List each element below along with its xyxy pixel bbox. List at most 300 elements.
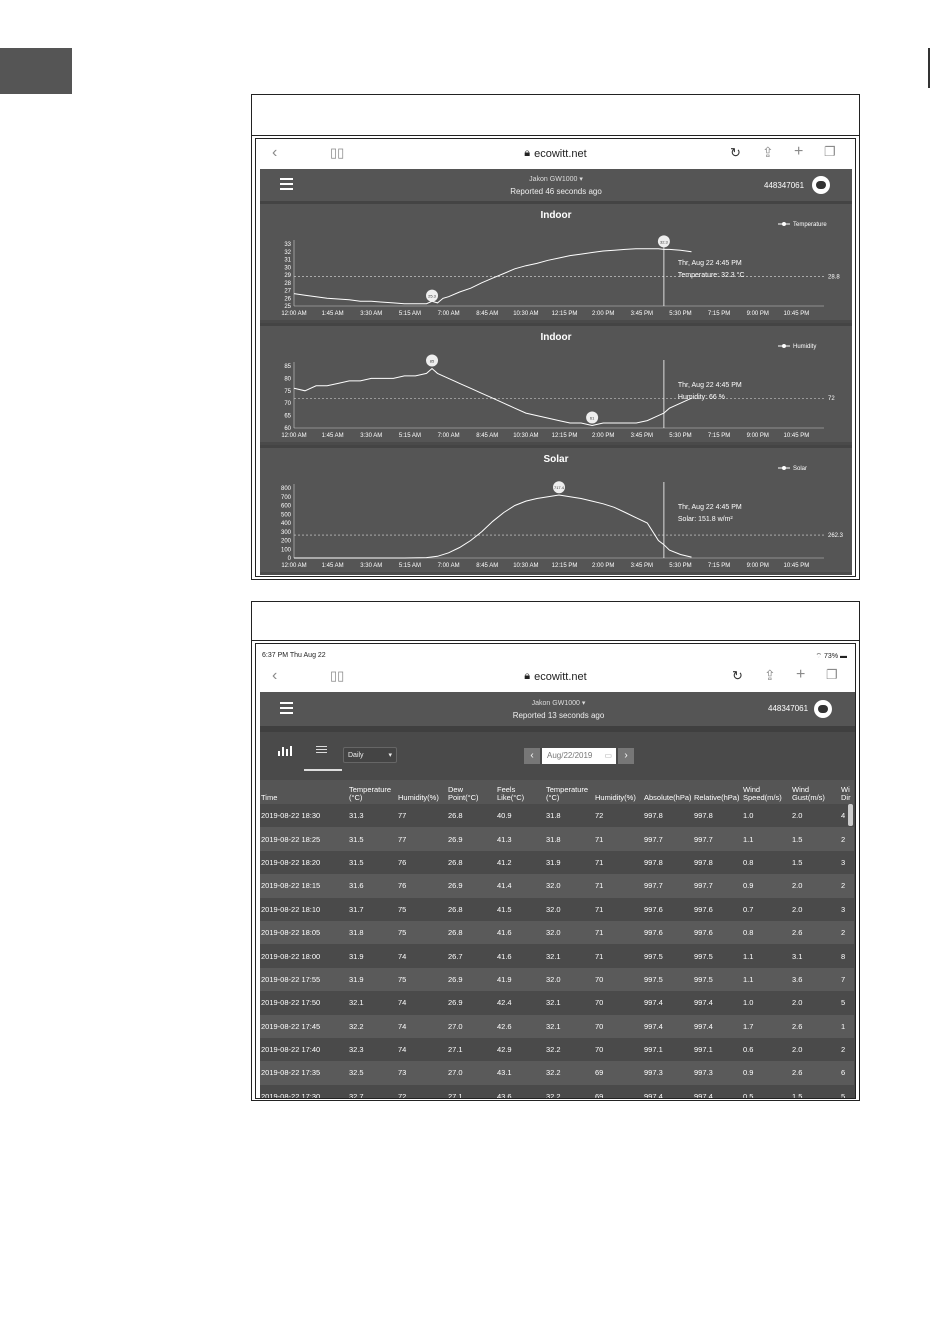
table-cell: 1.7 (742, 1015, 791, 1038)
app-header (260, 692, 856, 726)
y-tick-label: 28 (284, 280, 291, 287)
battery-status: ⌔ 73% ▬ (815, 653, 847, 660)
table-cell: 26.8 (447, 898, 496, 921)
table-cell: 72 (397, 1085, 447, 1099)
x-tick-label: 7:00 AM (437, 563, 460, 569)
table-cell: 32.1 (545, 944, 594, 967)
x-tick-label: 5:30 PM (669, 433, 692, 439)
avatar[interactable] (812, 176, 830, 194)
table-cell: 26.7 (447, 944, 496, 967)
table-cell: 3 (840, 898, 854, 921)
table-cell: 31.9 (348, 968, 397, 991)
marker-label: 85 (429, 358, 435, 364)
bookmarks-icon[interactable]: ▯▯ (330, 145, 345, 160)
tooltip-time: Thr, Aug 22 4:45 PM (677, 382, 742, 389)
x-tick-label: 5:15 AM (398, 311, 421, 317)
new-tab-icon[interactable]: + (796, 666, 806, 683)
table-cell: 2.0 (791, 804, 840, 827)
series-line (294, 249, 692, 304)
legend-marker (782, 344, 786, 348)
x-tick-label: 12:15 PM (551, 563, 578, 569)
table-row[interactable] (260, 874, 854, 897)
table-cell: 70 (594, 968, 643, 991)
table-cell: 997.7 (643, 874, 693, 897)
table-cell: 997.6 (643, 921, 693, 944)
figure-frame-charts (251, 94, 860, 580)
y-tick-label: 26 (284, 296, 291, 303)
table-cell: 2019-08-22 17:40 (260, 1038, 348, 1061)
column-header: Temperature (°C) (348, 780, 397, 804)
x-tick-label: 3:45 PM (630, 433, 653, 439)
table-cell: 0.7 (742, 898, 791, 921)
column-header: Wi Dir (840, 780, 854, 804)
reference-value: 72 (828, 396, 835, 403)
table-row[interactable] (260, 991, 854, 1014)
table-cell: 997.3 (693, 1061, 742, 1084)
legend-marker (782, 222, 786, 226)
y-tick-label: 700 (280, 494, 291, 501)
tooltip-value: Solar: 151.8 w/m² (677, 516, 733, 523)
table-cell: 7 (840, 968, 854, 991)
table-cell: 0.6 (742, 1038, 791, 1061)
chart-title: Indoor (540, 332, 572, 343)
table-row[interactable] (260, 898, 854, 921)
marker-label: 25.3 (428, 293, 436, 299)
history-table (260, 780, 854, 1099)
table-cell: 72 (594, 804, 643, 827)
table-cell: 32.5 (348, 1061, 397, 1084)
y-tick-label: 60 (284, 426, 291, 432)
marker-label: 61 (589, 415, 595, 421)
table-cell: 2019-08-22 18:00 (260, 944, 348, 967)
share-icon[interactable]: ⇪ (764, 667, 776, 683)
y-tick-label: 25 (284, 304, 291, 310)
table-cell: 0.9 (742, 1061, 791, 1084)
table-cell: 43.1 (496, 1061, 545, 1084)
x-tick-label: 9:00 PM (746, 563, 769, 569)
y-tick-label: 65 (284, 413, 291, 420)
table-row[interactable] (260, 1038, 854, 1061)
figure-header-bar (252, 95, 859, 136)
next-date-button[interactable]: › (618, 748, 634, 764)
history-table-wrap (260, 780, 856, 1099)
x-tick-label: 7:15 PM (707, 311, 731, 317)
chart-title: Solar (543, 454, 569, 465)
table-cell: 32.2 (545, 1085, 594, 1099)
user-id: 448347061 (768, 704, 809, 713)
table-row[interactable] (260, 851, 854, 874)
page-edge-rule (928, 48, 930, 88)
date-input[interactable]: Aug/22/2019 ▭ (542, 748, 616, 764)
x-tick-label: 2:00 PM (591, 311, 615, 317)
x-tick-label: 12:00 AM (281, 433, 307, 439)
x-tick-label: 12:15 PM (551, 433, 578, 439)
table-cell: 2019-08-22 18:25 (260, 827, 348, 850)
table-cell: 2019-08-22 17:30 (260, 1085, 348, 1099)
x-tick-label: 3:45 PM (630, 563, 653, 569)
url-bar[interactable] (524, 670, 586, 683)
x-tick-label: 1:45 AM (321, 311, 344, 317)
y-tick-label: 100 (280, 547, 291, 554)
tooltip-time: Thr, Aug 22 4:45 PM (677, 504, 742, 511)
table-cell: 31.7 (348, 898, 397, 921)
bar-chart-icon[interactable] (278, 746, 292, 756)
y-tick-label: 32 (284, 249, 291, 256)
x-tick-label: 12:15 PM (551, 311, 578, 317)
table-row[interactable] (260, 1015, 854, 1038)
x-tick-label: 10:45 PM (783, 563, 810, 569)
table-cell: 997.6 (693, 921, 742, 944)
x-tick-label: 10:30 AM (513, 433, 539, 439)
browser-toolbar (256, 662, 855, 692)
legend-label: Temperature (793, 222, 827, 228)
marker-label: 32.3 (659, 239, 668, 245)
table-cell: 2019-08-22 17:55 (260, 968, 348, 991)
table-cell: 2.6 (791, 1015, 840, 1038)
x-tick-label: 5:15 AM (398, 563, 421, 569)
table-cell: 31.3 (348, 804, 397, 827)
y-tick-label: 85 (284, 364, 291, 370)
url-text: ecowitt.net (534, 670, 587, 683)
reported-status: Reported 46 seconds ago (510, 187, 602, 196)
x-tick-label: 10:30 AM (513, 563, 539, 569)
x-tick-label: 1:45 AM (321, 433, 344, 439)
table-cell: 3.6 (791, 968, 840, 991)
table-cell: 31.9 (545, 851, 594, 874)
user-id: 448347061 (764, 181, 805, 190)
figure-header-bar (252, 602, 859, 641)
table-cell: 2.0 (791, 874, 840, 897)
series-line (294, 495, 692, 558)
screenshot-table (255, 643, 856, 1099)
table-cell: 997.3 (643, 1061, 693, 1084)
x-tick-label: 8:45 AM (476, 563, 499, 569)
table-cell: 2019-08-22 17:50 (260, 991, 348, 1014)
x-tick-label: 12:00 AM (281, 311, 307, 317)
x-tick-label: 10:45 PM (783, 433, 810, 439)
table-cell: 31.5 (348, 827, 397, 850)
table-cell: 32.1 (545, 1015, 594, 1038)
reload-icon[interactable]: ↻ (730, 145, 741, 160)
calendar-icon: ▭ (604, 751, 612, 760)
y-tick-label: 300 (280, 529, 291, 536)
table-cell: 2.0 (791, 898, 840, 921)
table-cell: 77 (397, 827, 447, 850)
table-row[interactable] (260, 804, 854, 827)
table-cell: 1.5 (791, 1085, 840, 1099)
table-cell: 40.9 (496, 804, 545, 827)
column-header: Humidity(%) (397, 780, 447, 804)
table-cell: 41.4 (496, 874, 545, 897)
table-cell: 71 (594, 921, 643, 944)
y-tick-label: 30 (284, 265, 291, 272)
x-tick-label: 7:15 PM (707, 563, 731, 569)
table-row[interactable] (260, 968, 854, 991)
tabs-icon[interactable]: ❐ (824, 144, 836, 159)
y-tick-label: 600 (280, 503, 291, 510)
table-cell: 71 (594, 944, 643, 967)
table-cell: 32.0 (545, 921, 594, 944)
table-cell: 26.8 (447, 851, 496, 874)
column-header: Wind Speed(m/s) (742, 780, 791, 804)
table-cell: 43.6 (496, 1085, 545, 1099)
table-cell: 997.4 (643, 1015, 693, 1038)
column-header: Wind Gust(m/s) (791, 780, 840, 804)
table-cell: 74 (397, 1015, 447, 1038)
lock-icon: 🔒︎ (524, 670, 531, 682)
x-tick-label: 10:30 AM (513, 311, 539, 317)
table-cell: 26.8 (447, 921, 496, 944)
back-icon[interactable]: ‹ (272, 144, 278, 161)
x-tick-label: 8:45 AM (476, 433, 499, 439)
table-cell: 1.5 (791, 827, 840, 850)
table-cell: 32.2 (348, 1015, 397, 1038)
table-cell: 997.4 (643, 991, 693, 1014)
table-cell: 27.0 (447, 1061, 496, 1084)
table-cell: 0.8 (742, 851, 791, 874)
table-cell: 2019-08-22 18:30 (260, 804, 348, 827)
table-cell: 70 (594, 1015, 643, 1038)
x-tick-label: 3:30 AM (360, 563, 383, 569)
table-cell: 997.8 (643, 804, 693, 827)
table-cell: 997.7 (643, 827, 693, 850)
table-cell: 75 (397, 968, 447, 991)
lock-icon: 🔒︎ (524, 147, 531, 159)
series-line (294, 369, 692, 426)
table-cell: 76 (397, 874, 447, 897)
new-tab-icon[interactable]: + (794, 143, 804, 160)
table-cell: 997.5 (643, 944, 693, 967)
table-cell: 71 (594, 874, 643, 897)
url-bar[interactable] (524, 147, 586, 160)
y-tick-label: 500 (280, 512, 291, 519)
x-tick-label: 8:45 AM (476, 311, 499, 317)
y-tick-label: 800 (280, 486, 291, 492)
table-cell: 2.6 (791, 921, 840, 944)
table-cell: 31.5 (348, 851, 397, 874)
reload-icon[interactable]: ↻ (732, 668, 743, 683)
avatar[interactable] (814, 700, 832, 718)
y-tick-label: 80 (284, 376, 291, 383)
reference-value: 262.3 (828, 533, 844, 540)
y-tick-label: 400 (280, 521, 291, 527)
chart-panel-humidity (260, 323, 852, 442)
table-cell: 2 (840, 921, 854, 944)
x-tick-label: 7:15 PM (707, 433, 731, 439)
table-cell: 73 (397, 1061, 447, 1084)
table-cell: 26.8 (447, 804, 496, 827)
marker-label: 717.4 (553, 485, 565, 491)
table-cell: 0.5 (742, 1085, 791, 1099)
status-time: 6:37 PM Thu Aug 22 (262, 652, 326, 659)
app-header (260, 169, 852, 201)
table-cell: 997.1 (693, 1038, 742, 1061)
table-cell: 32.0 (545, 898, 594, 921)
table-cell: 74 (397, 1038, 447, 1061)
table-cell: 32.2 (545, 1038, 594, 1061)
y-tick-label: 27 (284, 288, 291, 295)
reported-status: Reported 13 seconds ago (512, 711, 605, 720)
figure-frame-table (251, 601, 860, 1101)
y-tick-label: 70 (284, 401, 291, 408)
x-tick-label: 7:00 AM (437, 311, 460, 317)
url-text: ecowitt.net (534, 147, 587, 160)
table-row[interactable] (260, 827, 854, 850)
table-row[interactable] (260, 944, 854, 967)
table-row[interactable] (260, 921, 854, 944)
column-header: Dew Point(°C) (447, 780, 496, 804)
table-cell: 2019-08-22 17:35 (260, 1061, 348, 1084)
table-cell: 1.0 (742, 804, 791, 827)
x-tick-label: 9:00 PM (746, 433, 769, 439)
table-cell: 1.0 (742, 991, 791, 1014)
y-tick-label: 31 (284, 257, 291, 264)
table-cell: 2 (840, 874, 854, 897)
x-tick-label: 10:45 PM (783, 311, 810, 317)
x-tick-label: 5:15 AM (398, 433, 421, 439)
column-header: Humidity(%) (594, 780, 643, 804)
table-cell: 2019-08-22 17:45 (260, 1015, 348, 1038)
tooltip-value: Humidity: 66 % (677, 394, 725, 401)
table-cell: 27.1 (447, 1085, 496, 1099)
device-selector[interactable]: Jakon GW1000 ▾ (531, 700, 586, 707)
table-cell: 997.6 (693, 898, 742, 921)
table-cell: 997.1 (643, 1038, 693, 1061)
table-cell: 27.1 (447, 1038, 496, 1061)
device-selector[interactable]: Jakon GW1000 ▾ (529, 176, 583, 183)
table-cell: 41.9 (496, 968, 545, 991)
table-cell: 74 (397, 944, 447, 967)
bookmarks-icon[interactable]: ▯▯ (330, 668, 345, 683)
chart-title: Indoor (540, 210, 572, 221)
table-cell: 26.9 (447, 827, 496, 850)
table-cell: 2019-08-22 18:15 (260, 874, 348, 897)
table-cell: 1.5 (791, 851, 840, 874)
table-cell: 997.5 (693, 968, 742, 991)
period-select[interactable]: Daily ▾ (343, 747, 397, 763)
legend-label: Humidity (793, 344, 817, 350)
x-tick-label: 3:45 PM (630, 311, 653, 317)
x-tick-label: 12:00 AM (281, 563, 307, 569)
table-cell: 31.9 (348, 944, 397, 967)
chevron-down-icon: ▾ (388, 752, 392, 759)
back-icon[interactable]: ‹ (272, 667, 278, 684)
table-cell: 2.0 (791, 991, 840, 1014)
x-tick-label: 3:30 AM (360, 311, 383, 317)
table-row[interactable] (260, 1061, 854, 1084)
tooltip-value: Temperature: 32.3 °C (677, 272, 745, 279)
table-cell: 26.9 (447, 991, 496, 1014)
table-cell: 42.9 (496, 1038, 545, 1061)
table-cell: 32.1 (545, 991, 594, 1014)
table-cell: 70 (594, 1038, 643, 1061)
table-cell: 6 (840, 1061, 854, 1084)
table-cell: 997.5 (643, 968, 693, 991)
table-cell: 2019-08-22 18:10 (260, 898, 348, 921)
y-tick-label: 0 (287, 556, 291, 562)
prev-date-button[interactable]: ‹ (524, 748, 540, 764)
table-row[interactable] (260, 1085, 854, 1099)
table-cell: 75 (397, 921, 447, 944)
browser-toolbar (256, 139, 855, 169)
table-cell: 41.6 (496, 944, 545, 967)
column-header: Feels Like(°C) (496, 780, 545, 804)
table-cell: 2 (840, 1038, 854, 1061)
table-cell: 997.4 (693, 1015, 742, 1038)
x-tick-label: 2:00 PM (591, 563, 615, 569)
table-cell: 2.0 (791, 1038, 840, 1061)
table-cell: 27.0 (447, 1015, 496, 1038)
table-cell: 70 (594, 991, 643, 1014)
table-cell: 31.6 (348, 874, 397, 897)
x-tick-label: 5:30 PM (669, 563, 692, 569)
tabs-icon[interactable]: ❐ (826, 667, 838, 682)
table-cell: 997.5 (693, 944, 742, 967)
table-cell: 997.8 (693, 851, 742, 874)
scrollbar[interactable] (848, 804, 853, 826)
chart-panel-temperature (260, 201, 852, 320)
table-cell: 32.0 (545, 968, 594, 991)
y-tick-label: 75 (284, 388, 291, 395)
table-cell: 32.0 (545, 874, 594, 897)
table-cell: 32.2 (545, 1061, 594, 1084)
table-cell: 31.8 (545, 804, 594, 827)
chart-panel-solar (260, 445, 852, 572)
table-cell: 0.9 (742, 874, 791, 897)
table-cell: 3.1 (791, 944, 840, 967)
table-cell: 69 (594, 1061, 643, 1084)
table-cell: 5 (840, 991, 854, 1014)
column-header: Temperature (°C) (545, 780, 594, 804)
list-icon[interactable] (316, 746, 327, 753)
table-cell: 26.9 (447, 874, 496, 897)
y-tick-label: 29 (284, 273, 291, 279)
table-cell: 76 (397, 851, 447, 874)
table-cell: 997.6 (643, 898, 693, 921)
x-tick-label: 7:00 AM (437, 433, 460, 439)
table-cell: 26.9 (447, 968, 496, 991)
table-cell: 71 (594, 827, 643, 850)
reference-value: 28.8 (828, 274, 840, 281)
table-cell: 997.8 (693, 804, 742, 827)
view-toolbar (260, 732, 856, 780)
table-cell: 1.1 (742, 968, 791, 991)
column-header: Absolute(hPa) (643, 780, 693, 804)
table-cell: 41.2 (496, 851, 545, 874)
table-cell: 42.4 (496, 991, 545, 1014)
table-cell: 2019-08-22 18:05 (260, 921, 348, 944)
table-cell: 997.4 (693, 991, 742, 1014)
table-cell: 69 (594, 1085, 643, 1099)
legend-marker (782, 466, 786, 470)
table-cell: 4 (840, 804, 854, 827)
table-cell: 1 (840, 1015, 854, 1038)
ecowitt-app (260, 169, 852, 575)
table-cell: 5 (840, 1085, 854, 1099)
table-cell: 71 (594, 851, 643, 874)
table-cell: 2 (840, 827, 854, 850)
table-cell: 41.5 (496, 898, 545, 921)
share-icon[interactable]: ⇪ (762, 144, 774, 160)
table-cell: 2.6 (791, 1061, 840, 1084)
x-tick-label: 5:30 PM (669, 311, 692, 317)
y-tick-label: 200 (280, 538, 291, 545)
table-cell: 41.3 (496, 827, 545, 850)
column-header: Relative(hPa) (693, 780, 742, 804)
table-cell: 0.8 (742, 921, 791, 944)
tooltip-time: Thr, Aug 22 4:45 PM (677, 260, 742, 267)
x-tick-label: 3:30 AM (360, 433, 383, 439)
